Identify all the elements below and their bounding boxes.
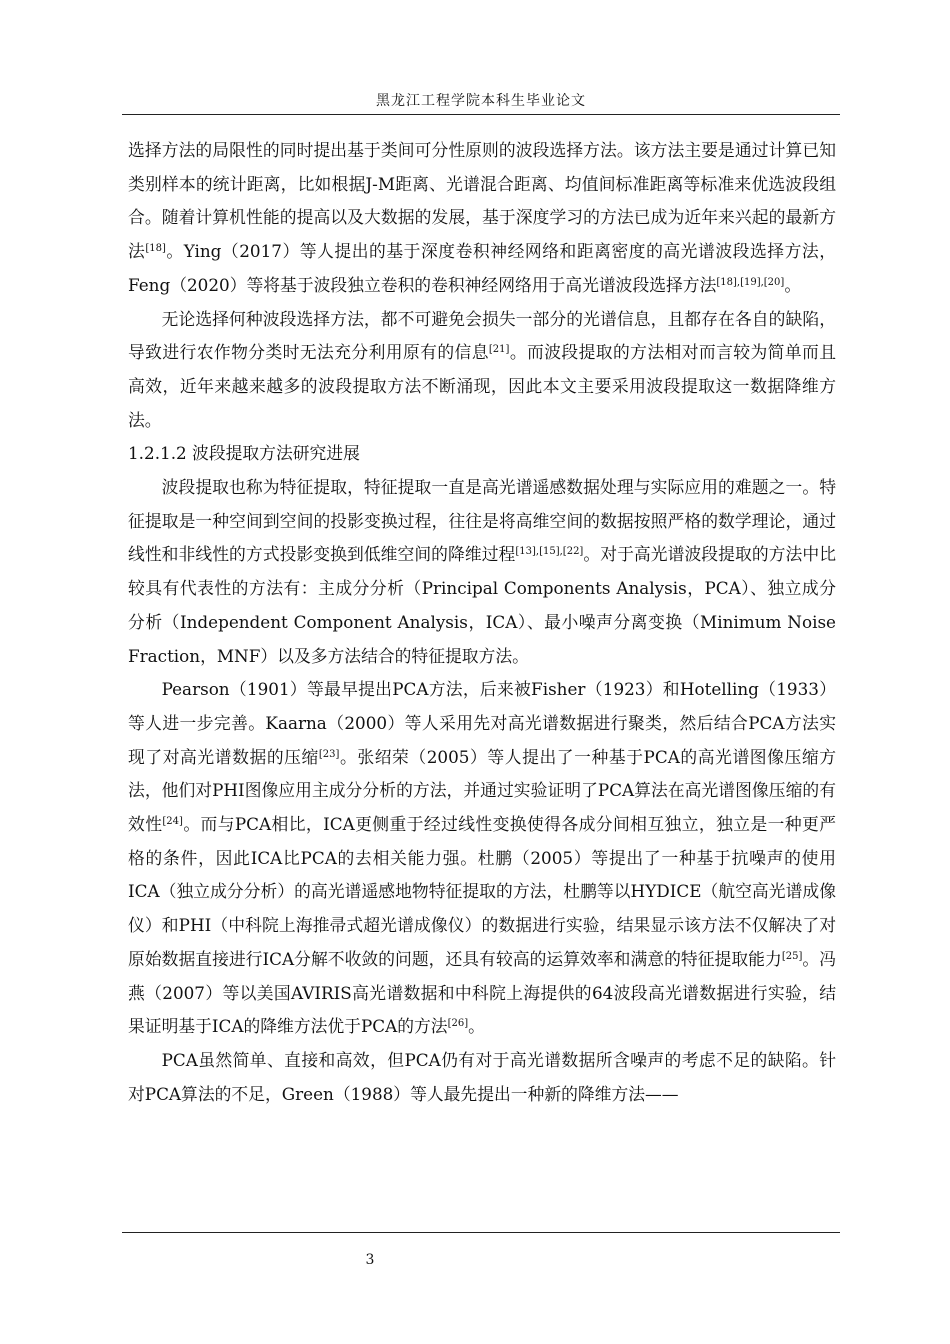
page-number: 3 bbox=[365, 1252, 375, 1268]
header-divider bbox=[122, 114, 840, 115]
citation: [18] bbox=[145, 243, 166, 255]
running-header: 黑龙江工程学院本科生毕业论文 bbox=[376, 93, 586, 109]
citation: [24] bbox=[162, 816, 183, 828]
paragraph-3: 波段提取也称为特征提取，特征提取一直是高光谱遥感数据处理与实际应用的难题之一。特征提取是一种空间到空间的投影变换过程，往往是将高维空间的数据按照严格的数学理论，通过线性和非线性的方式投影变换到低维空间的降维过程[13],[15],[22]。对于高光谱波段提取的方法中比较具有代表性的方法有：主成分分析（Principal Components Analysis，PCA）、独立成分分析（Independent Component Analysis，ICA）、最小噪声分离变换（Minimum Noise Fraction，MNF）以及多方法结合的特征提取方法。 bbox=[128, 477, 836, 666]
section-heading: 1.2.1.2 波段提取方法研究进展 bbox=[128, 443, 360, 464]
citation: [21] bbox=[488, 344, 510, 356]
paragraph-2: 无论选择何种波段选择方法，都不可避免会损失一部分的光谱信息，且都存在各自的缺陷，导致进行农作物分类时无法充分利用原有的信息[21]。而波段提取的方法相对而言较为简单而且高效，近年来越来越多的波段提取方法不断涌现，因此本文主要采用波段提取这一数据降维方法。 bbox=[128, 308, 836, 430]
paragraph-4: Pearson（1901）等最早提出PCA方法，后来被Fisher（1923）和Hotelling（1933）等人进一步完善。Kaarna（2000）等人采用先对高光谱数据进行聚类，然后结合PCA方法实现了对高光谱数据的压缩[23]。张绍荣（2005）等人提出了一种基于PCA的高光谱图像压缩方法，他们对PHI图像应用主成分分析的方法，并通过实验证明了PCA算法在高光谱图像压缩的有效性[24]。而与PCA相比，ICA更侧重于经过线性变换使得各成分间相互独立，独立是一种更严格的条件，因此ICA比PCA的去相关能力强。杜鹏（2005）等提出了一种基于抗噪声的使用ICA（独立成分分析）的高光谱遥感地物特征提取的方法，杜鹏等以HYDICE（航空高光谱成像仪）和PHI（中科院上海推帚式超光谱成像仪）的数据进行实验，结果显示该方法不仅解决了对原始数据直接进行ICA分解不收敛的问题，还具有较高的运算效率和满意的特征提取能力[25]。冯燕（2007）等以美国AVIRIS高光谱数据和中科院上海提供的64波段高光谱数据进行实验，结果证明基于ICA的降维方法优于PCA的方法[26]。 bbox=[128, 679, 836, 1037]
paragraph-1: 选择方法的局限性的同时提出基于类间可分性原则的波段选择方法。该方法主要是通过计算已知类别样本的统计距离，比如根据J-M距离、光谱混合距离、均值间标准距离等标准来优选波段组合。随着计算机性能的提高以及大数据的发展，基于深度学习的方法已成为近年来兴起的最新方法[18]。Ying（2017）等人提出的基于深度卷积神经网络和距离密度的高光谱波段选择方法，Feng（2020）等将基于波段独立卷积的卷积神经网络用于高光谱波段选择方法[18],[19],[20]。 bbox=[128, 140, 836, 295]
citation: [26] bbox=[447, 1018, 469, 1030]
citation: [25] bbox=[781, 950, 803, 962]
citation: [23] bbox=[318, 748, 340, 760]
paragraph-5: PCA虽然简单、直接和高效，但PCA仍有对于高光谱数据所含噪声的考虑不足的缺陷。针对PCA算法的不足，Green（1988）等人最先提出一种新的降维方法—— bbox=[128, 1049, 836, 1104]
body-text bbox=[128, 134, 836, 1111]
footer-divider bbox=[122, 1232, 840, 1233]
citation: [18],[19],[20] bbox=[716, 276, 785, 288]
citation: [13],[15],[22] bbox=[515, 546, 584, 558]
